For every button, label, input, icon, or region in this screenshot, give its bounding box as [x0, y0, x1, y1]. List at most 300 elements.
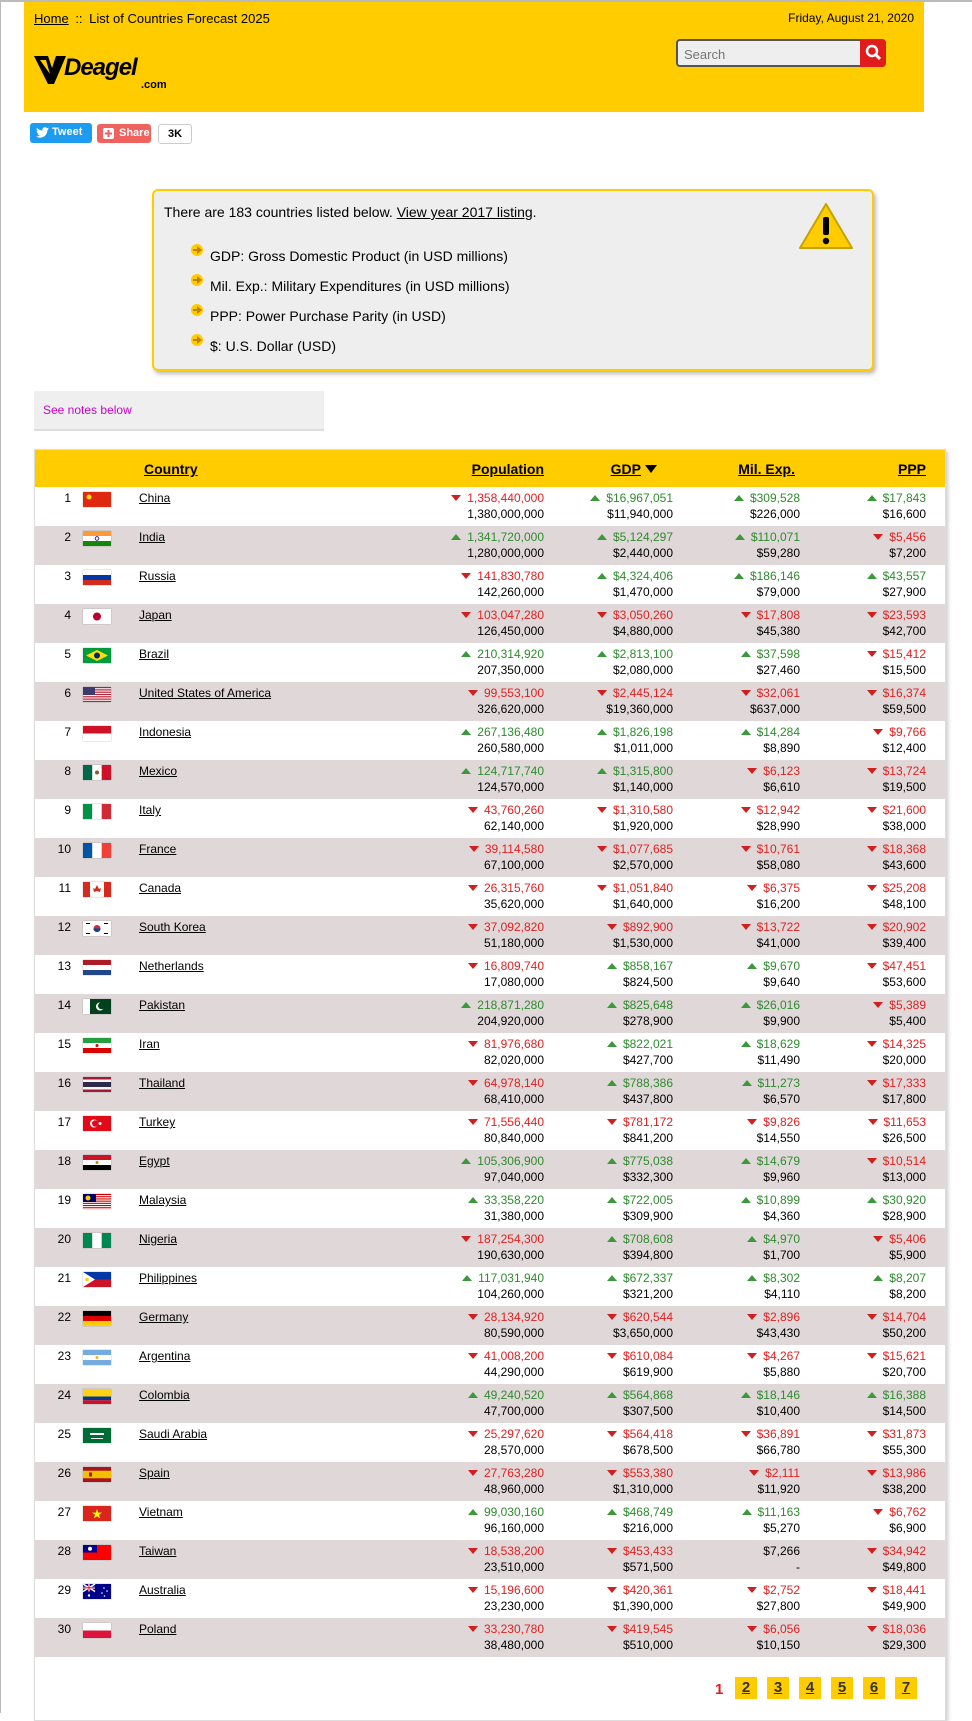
population-forecast	[468, 1583, 544, 1597]
header-milexp[interactable]: Mil. Exp.	[738, 461, 795, 477]
table-row	[35, 1033, 945, 1072]
population-current-value: 1,280,000,000	[467, 546, 544, 560]
table-row	[35, 604, 945, 643]
milexp-forecast	[741, 686, 800, 700]
milexp-forecast	[734, 491, 800, 505]
thailand-flag-icon	[83, 1077, 111, 1092]
ppp-forecast-value: $34,942	[882, 1544, 926, 1558]
country-link[interactable]: Australia	[139, 1583, 186, 1597]
population-forecast-value: 105,306,900	[477, 1154, 544, 1168]
ppp-forecast-value: $5,389	[889, 998, 926, 1012]
trend-down-icon	[741, 690, 751, 696]
korea-flag-icon	[83, 921, 111, 936]
table-row	[35, 760, 945, 799]
population-current-value: 62,140,000	[483, 819, 544, 833]
trend-down-icon	[468, 1353, 478, 1359]
milexp-forecast-value: $17,808	[756, 608, 800, 622]
table-row	[35, 526, 945, 565]
gdp-forecast	[607, 1544, 673, 1558]
nigeria-flag-icon	[83, 1233, 111, 1248]
milexp-forecast	[747, 1583, 800, 1597]
milexp-forecast	[741, 608, 800, 622]
population-current-value: 97,040,000	[483, 1170, 544, 1184]
ppp-forecast	[867, 569, 926, 583]
population-current-value: 35,620,000	[483, 897, 544, 911]
trend-down-icon	[468, 1470, 478, 1476]
rank-number: 16	[57, 1076, 71, 1090]
milexp-forecast-value: $2,752	[763, 1583, 800, 1597]
table-row	[35, 916, 945, 955]
ppp-current-value: $29,300	[882, 1638, 926, 1652]
milexp-forecast-value: $6,375	[763, 881, 800, 895]
country-link[interactable]: Malaysia	[139, 1193, 187, 1207]
country-link[interactable]: Philippines	[139, 1271, 198, 1285]
ppp-forecast-value: $25,208	[882, 881, 926, 895]
page-link[interactable]: 7	[895, 1677, 917, 1699]
gdp-forecast-value: $672,337	[622, 1271, 673, 1285]
country-link[interactable]: Saudi Arabia	[139, 1427, 208, 1441]
table-row	[35, 1111, 945, 1150]
rank-number: 18	[57, 1154, 71, 1168]
share-button[interactable]	[97, 124, 151, 143]
deagel-logo[interactable]	[34, 52, 174, 92]
trend-down-icon	[747, 885, 757, 891]
milexp-forecast	[747, 1310, 800, 1324]
trend-down-icon	[741, 612, 751, 618]
trend-up-icon	[607, 1158, 617, 1164]
header-gdp[interactable]	[611, 461, 658, 477]
population-forecast-value: 210,314,920	[477, 647, 544, 661]
gdp-forecast-value: $610,084	[622, 1349, 673, 1363]
gdp-forecast	[607, 1583, 673, 1597]
milexp-forecast-value: $26,016	[756, 998, 800, 1012]
trend-up-icon	[461, 768, 471, 774]
table-row	[35, 682, 945, 721]
search-box	[676, 39, 886, 67]
page-link[interactable]: 6	[863, 1677, 885, 1699]
notice-item-text: PPP: Power Purchase Parity (in USD)	[210, 308, 446, 324]
current-date: Friday, August 21, 2020	[788, 11, 914, 25]
country-link[interactable]: Indonesia	[139, 725, 192, 739]
population-forecast-value: 218,871,280	[477, 998, 544, 1012]
country-link[interactable]: India	[139, 530, 166, 544]
ppp-forecast-value: $16,374	[882, 686, 926, 700]
milexp-forecast	[747, 764, 800, 778]
country-link[interactable]: Thailand	[139, 1076, 186, 1090]
trend-down-icon	[607, 924, 617, 930]
trend-down-icon	[747, 768, 757, 774]
breadcrumb-home-link[interactable]: Home	[34, 11, 69, 26]
population-forecast-value: 141,830,780	[477, 569, 544, 583]
notice-intro	[164, 204, 537, 220]
philippines-flag-icon	[83, 1272, 111, 1287]
population-forecast	[468, 881, 544, 895]
ppp-forecast	[867, 1349, 926, 1363]
gdp-forecast-value: $16,967,051	[606, 491, 673, 505]
ppp-current-value: $48,100	[882, 897, 926, 911]
ppp-forecast	[873, 530, 926, 544]
population-forecast	[469, 842, 544, 856]
country-link[interactable]: Canada	[139, 881, 182, 895]
indonesia-flag-icon	[83, 726, 111, 741]
population-forecast-value: 187,254,300	[477, 1232, 544, 1246]
milexp-current-value: $4,110	[764, 1287, 800, 1301]
trend-down-icon	[468, 1626, 478, 1632]
gdp-forecast-value: $858,167	[622, 959, 673, 973]
arrow-bullet-icon	[190, 303, 204, 317]
ppp-forecast-value: $16,388	[882, 1388, 926, 1402]
population-forecast-value: 71,556,440	[483, 1115, 544, 1129]
ppp-forecast	[867, 1388, 926, 1402]
milexp-forecast	[741, 998, 800, 1012]
trend-down-icon	[747, 1587, 757, 1593]
country-link[interactable]: Vietnam	[139, 1505, 183, 1519]
population-forecast	[451, 491, 544, 505]
population-forecast	[468, 1349, 544, 1363]
gdp-forecast	[607, 959, 673, 973]
ppp-forecast	[868, 1115, 927, 1129]
netherlands-flag-icon	[83, 960, 111, 975]
iran-flag-icon	[83, 1038, 111, 1053]
ppp-current-value: $20,000	[882, 1053, 926, 1067]
trend-down-icon	[867, 651, 877, 657]
notice-item	[190, 271, 510, 301]
ppp-current-value: $49,800	[882, 1560, 926, 1574]
milexp-forecast-value: $7,266	[763, 1544, 800, 1558]
country-link[interactable]: Mexico	[139, 764, 178, 778]
sort-desc-icon	[644, 464, 658, 474]
milexp-current-value: $9,960	[763, 1170, 800, 1184]
milexp-current-value: $79,000	[756, 585, 800, 599]
trend-down-icon	[597, 885, 607, 891]
ppp-forecast	[867, 1622, 926, 1636]
gdp-forecast	[607, 1271, 673, 1285]
gdp-current-value: $1,390,000	[612, 1599, 673, 1613]
rank-number: 17	[57, 1115, 71, 1129]
trend-down-icon	[873, 1002, 883, 1008]
table-row	[35, 1540, 945, 1579]
milexp-forecast-value: $10,899	[756, 1193, 800, 1207]
page-link[interactable]: 4	[799, 1677, 821, 1699]
population-forecast-value: 16,809,740	[483, 959, 544, 973]
info-notice-box	[152, 189, 874, 371]
trend-up-icon	[468, 1197, 478, 1203]
country-link[interactable]: Colombia	[139, 1388, 190, 1402]
gdp-current-value: $2,440,000	[612, 546, 673, 560]
milexp-current-value: $637,000	[749, 702, 800, 716]
trend-down-icon	[741, 924, 751, 930]
usa-flag-icon	[83, 687, 111, 702]
ppp-current-value: $20,700	[882, 1365, 926, 1379]
trend-down-icon	[867, 1041, 877, 1047]
trend-down-icon	[873, 1509, 883, 1515]
see-notes-link[interactable]: See notes below	[43, 403, 132, 417]
rank-number: 15	[57, 1037, 71, 1051]
country-link[interactable]: Pakistan	[139, 998, 186, 1012]
trend-up-icon	[461, 729, 471, 735]
ppp-forecast	[867, 1583, 926, 1597]
country-link[interactable]: United States of America	[139, 686, 272, 700]
population-current-value: 48,960,000	[483, 1482, 544, 1496]
ppp-forecast-value: $15,621	[882, 1349, 926, 1363]
population-current-value: 326,620,000	[477, 702, 544, 716]
table-row	[35, 1423, 945, 1462]
milexp-forecast	[741, 842, 800, 856]
header-ppp[interactable]: PPP	[897, 461, 926, 477]
table-body	[35, 487, 945, 1657]
population-forecast-value: 267,136,480	[477, 725, 544, 739]
milexp-forecast	[734, 569, 800, 583]
population-current-value: 23,230,000	[483, 1599, 544, 1613]
rank-number: 14	[57, 998, 71, 1012]
search-button[interactable]	[860, 39, 886, 67]
gdp-current-value: $307,500	[622, 1404, 673, 1418]
milexp-current-value: $43,430	[756, 1326, 800, 1340]
trend-up-icon	[461, 1158, 471, 1164]
ppp-forecast	[867, 1427, 926, 1441]
ppp-forecast-value: $17,333	[882, 1076, 926, 1090]
gdp-forecast-value: $420,361	[622, 1583, 673, 1597]
gdp-current-value: $678,500	[622, 1443, 673, 1457]
tweet-button[interactable]	[30, 123, 92, 143]
ppp-current-value: $50,200	[882, 1326, 926, 1340]
population-forecast-value: 43,760,260	[483, 803, 544, 817]
table-row	[35, 1618, 945, 1657]
milexp-current-value: $1,700	[763, 1248, 800, 1262]
milexp-current-value: $10,400	[756, 1404, 800, 1418]
population-forecast-value: 1,341,720,000	[467, 530, 544, 544]
ppp-forecast-value: $18,036	[882, 1622, 926, 1636]
trend-up-icon	[462, 1275, 472, 1281]
ppp-forecast-value: $18,441	[882, 1583, 926, 1597]
ppp-forecast-value: $13,724	[882, 764, 926, 778]
milexp-forecast-value: $8,302	[763, 1271, 800, 1285]
ppp-forecast	[867, 1466, 926, 1480]
gdp-current-value: $1,140,000	[612, 780, 673, 794]
population-current-value: 190,630,000	[477, 1248, 544, 1262]
breadcrumb	[34, 11, 270, 26]
milexp-current-value: -	[796, 1560, 800, 1574]
trend-down-icon	[607, 1626, 617, 1632]
milexp-current-value: $5,880	[763, 1365, 800, 1379]
gdp-forecast	[607, 1427, 673, 1441]
country-link[interactable]: Italy	[139, 803, 162, 817]
trend-down-icon	[867, 1431, 877, 1437]
milexp-forecast	[747, 1622, 800, 1636]
milexp-current-value: $9,640	[763, 975, 800, 989]
ppp-current-value: $16,600	[882, 507, 926, 521]
gdp-current-value: $394,800	[622, 1248, 673, 1262]
colombia-flag-icon	[83, 1389, 111, 1404]
gdp-current-value: $2,570,000	[612, 858, 673, 872]
country-link[interactable]: Russia	[139, 569, 176, 583]
milexp-forecast-value: $32,061	[756, 686, 800, 700]
gdp-forecast	[597, 881, 673, 895]
ppp-forecast	[867, 764, 926, 778]
country-link[interactable]: Germany	[139, 1310, 189, 1324]
ppp-forecast-value: $13,986	[882, 1466, 926, 1480]
population-forecast-value: 1,358,440,000	[467, 491, 544, 505]
twitter-bird-icon	[36, 127, 49, 139]
population-forecast	[468, 1310, 544, 1324]
logo-text: Deagel	[64, 54, 137, 81]
trend-down-icon	[607, 1314, 617, 1320]
table-row	[35, 1345, 945, 1384]
gdp-forecast	[597, 686, 673, 700]
milexp-forecast	[747, 1349, 800, 1363]
trend-up-icon	[468, 1392, 478, 1398]
population-current-value: 67,100,000	[483, 858, 544, 872]
trend-up-icon	[741, 1002, 751, 1008]
country-link[interactable]: Taiwan	[139, 1544, 177, 1558]
trend-up-icon	[597, 651, 607, 657]
gdp-forecast	[597, 842, 673, 856]
header-country[interactable]: Country	[144, 461, 198, 477]
trend-down-icon	[867, 963, 877, 969]
country-link[interactable]: China	[139, 491, 171, 505]
rank-number: 1	[64, 491, 71, 505]
ppp-forecast	[867, 803, 926, 817]
notice-item-text: GDP: Gross Domestic Product (in USD millions)	[210, 248, 508, 264]
population-forecast-value: 64,978,140	[483, 1076, 544, 1090]
table-row	[35, 643, 945, 682]
population-current-value: 17,080,000	[483, 975, 544, 989]
warning-icon	[798, 201, 854, 251]
trend-down-icon	[468, 963, 478, 969]
gdp-current-value: $2,080,000	[612, 663, 673, 677]
china-flag-icon	[83, 492, 111, 507]
pakistan-flag-icon	[83, 999, 111, 1014]
country-link[interactable]: Egypt	[139, 1154, 170, 1168]
population-forecast	[468, 1466, 544, 1480]
milexp-forecast	[741, 1037, 800, 1051]
gdp-current-value: $841,200	[622, 1131, 673, 1145]
population-forecast	[451, 530, 544, 544]
gdp-forecast	[607, 1037, 673, 1051]
population-forecast-value: 49,240,520	[483, 1388, 544, 1402]
country-link[interactable]: Japan	[139, 608, 172, 622]
population-current-value: 260,580,000	[477, 741, 544, 755]
notice-list	[190, 241, 510, 361]
page-current: 1	[715, 1681, 724, 1698]
milexp-forecast-value: $9,670	[763, 959, 800, 973]
country-link[interactable]: Spain	[139, 1466, 170, 1480]
trend-up-icon	[741, 1158, 751, 1164]
country-link[interactable]: Argentina	[139, 1349, 191, 1363]
trend-up-icon	[867, 573, 877, 579]
ppp-forecast	[867, 881, 926, 895]
population-forecast-value: 124,717,740	[477, 764, 544, 778]
milexp-forecast-value: $11,273	[757, 1076, 800, 1090]
milexp-forecast-value: $10,761	[756, 842, 800, 856]
milexp-forecast	[742, 1076, 801, 1090]
ppp-forecast-value: $23,593	[882, 608, 926, 622]
notice-item-text: $: U.S. Dollar (USD)	[210, 338, 337, 354]
rank-number: 29	[57, 1583, 71, 1597]
poland-flag-icon	[83, 1623, 111, 1638]
breadcrumb-current: List of Countries Forecast 2025	[89, 11, 270, 26]
countries-table	[34, 449, 946, 1721]
milexp-current-value: $66,780	[756, 1443, 800, 1457]
page-link[interactable]: 3	[767, 1677, 789, 1699]
gdp-forecast-value: $620,544	[622, 1310, 673, 1324]
gdp-current-value: $1,470,000	[612, 585, 673, 599]
ppp-forecast-value: $6,762	[889, 1505, 926, 1519]
ppp-forecast	[867, 491, 926, 505]
trend-down-icon	[868, 1119, 878, 1125]
trend-down-icon	[747, 1626, 757, 1632]
milexp-forecast-value: $14,284	[756, 725, 800, 739]
notice-item-text: Mil. Exp.: Military Expenditures (in USD millions)	[210, 278, 510, 294]
trend-up-icon	[735, 534, 745, 540]
population-current-value: 28,570,000	[483, 1443, 544, 1457]
ppp-forecast	[873, 1271, 926, 1285]
gdp-forecast-value: $564,418	[622, 1427, 673, 1441]
gdp-current-value: $1,920,000	[612, 819, 673, 833]
ppp-current-value: $59,500	[882, 702, 926, 716]
trend-down-icon	[468, 1548, 478, 1554]
ppp-current-value: $7,200	[889, 546, 926, 560]
ppp-forecast	[873, 998, 926, 1012]
trend-up-icon	[607, 963, 617, 969]
country-link[interactable]: South Korea	[139, 920, 206, 934]
ppp-current-value: $15,500	[882, 663, 926, 677]
trend-down-icon	[468, 1314, 478, 1320]
trend-down-icon	[867, 1587, 877, 1593]
trend-down-icon	[607, 1587, 617, 1593]
trend-up-icon	[597, 729, 607, 735]
country-link[interactable]: Turkey	[139, 1115, 176, 1129]
trend-up-icon	[607, 1002, 617, 1008]
ppp-forecast	[867, 1310, 926, 1324]
milexp-forecast	[747, 1271, 800, 1285]
search-input[interactable]	[682, 43, 856, 65]
gdp-forecast	[607, 1466, 673, 1480]
page-link[interactable]: 2	[735, 1677, 757, 1699]
country-link[interactable]: France	[139, 842, 177, 856]
header-population[interactable]: Population	[471, 461, 544, 477]
milexp-current-value: $11,920	[757, 1482, 800, 1496]
trend-down-icon	[597, 612, 607, 618]
trend-up-icon	[461, 651, 471, 657]
population-current-value: 104,260,000	[477, 1287, 544, 1301]
milexp-forecast-value: $11,163	[757, 1505, 800, 1519]
vietnam-flag-icon	[83, 1506, 111, 1521]
ppp-forecast-value: $11,653	[883, 1115, 926, 1129]
trend-down-icon	[867, 768, 877, 774]
country-link[interactable]: Nigeria	[139, 1232, 178, 1246]
country-link[interactable]: Poland	[139, 1622, 177, 1636]
gdp-forecast	[607, 1622, 673, 1636]
population-current-value: 80,590,000	[483, 1326, 544, 1340]
country-link[interactable]: Brazil	[139, 647, 170, 661]
country-link[interactable]: Iran	[139, 1037, 160, 1051]
population-current-value: 31,380,000	[483, 1209, 544, 1223]
population-forecast	[461, 725, 544, 739]
milexp-forecast-value: $6,123	[763, 764, 800, 778]
gdp-forecast-value: $468,749	[622, 1505, 673, 1519]
share-count: 3K	[158, 124, 192, 144]
gdp-forecast	[607, 1310, 673, 1324]
gdp-forecast-value: $1,077,685	[612, 842, 673, 856]
ppp-current-value: $19,500	[882, 780, 926, 794]
gdp-forecast	[607, 1349, 673, 1363]
view-2017-listing-link[interactable]: View year 2017 listing	[396, 204, 533, 220]
page-link[interactable]: 5	[831, 1677, 853, 1699]
country-link[interactable]: Netherlands	[139, 959, 204, 973]
trend-down-icon	[867, 1158, 877, 1164]
ppp-current-value: $5,400	[889, 1014, 926, 1028]
